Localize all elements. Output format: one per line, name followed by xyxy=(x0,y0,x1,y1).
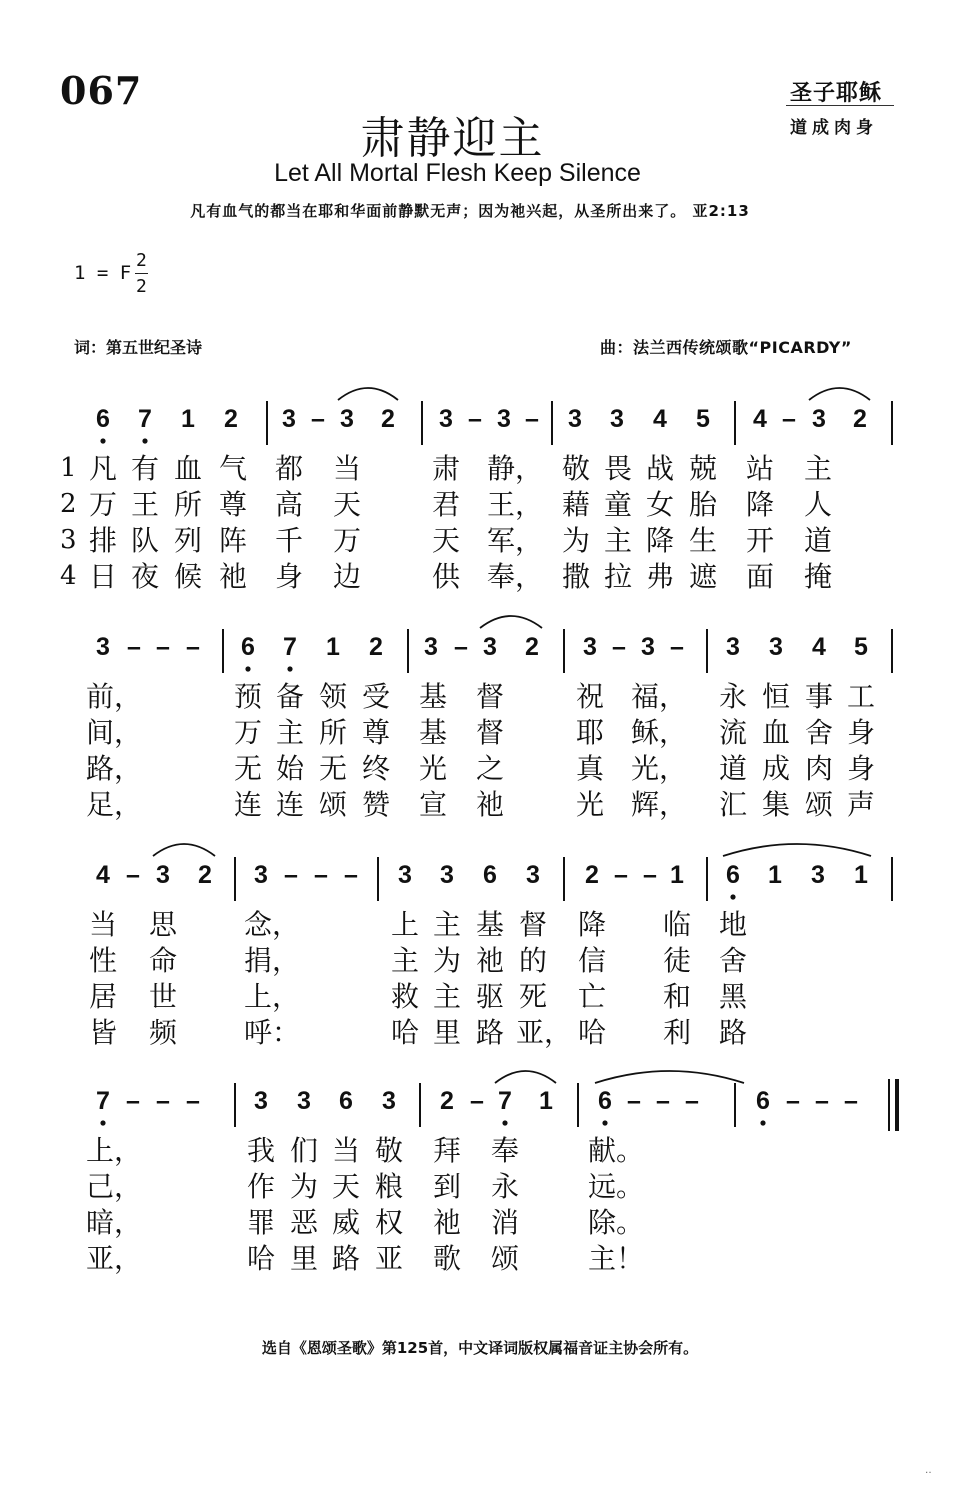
lyric-syllable: 救 xyxy=(390,980,419,1013)
key-signature: 1 = F xyxy=(74,262,132,284)
lyric-syllable: 临 xyxy=(662,908,691,941)
jianpu-note: 3 xyxy=(424,633,438,661)
jianpu-note: – xyxy=(786,1087,800,1115)
octave-dot xyxy=(100,1120,105,1125)
lyric-syllable: 路 xyxy=(475,1016,504,1049)
time-signature-bottom: 2 xyxy=(136,276,147,297)
lyric-syllable: 祂 xyxy=(432,1206,461,1239)
slur-arc xyxy=(595,1071,744,1083)
lyric-syllable: 所 xyxy=(173,488,202,521)
jianpu-note: 3 xyxy=(398,861,412,889)
jianpu-note: – xyxy=(815,1087,829,1115)
lyric-syllable: 弗 xyxy=(645,560,674,593)
lyric-syllable: 光 xyxy=(575,788,604,821)
lyric-syllable: 队 xyxy=(130,524,159,557)
lyric-syllable: 肉 xyxy=(804,752,833,785)
lyric-syllable: 敬 xyxy=(374,1134,403,1167)
lyric-syllable: 舍 xyxy=(804,716,833,749)
lyric-syllable: 督 xyxy=(518,908,547,941)
lyric-syllable: 气 xyxy=(218,452,247,485)
lyric-syllable: 里 xyxy=(289,1242,318,1275)
lyric-syllable: 受 xyxy=(361,680,390,713)
lyric-syllable: 血 xyxy=(761,716,790,749)
lyric-syllable: 畏 xyxy=(603,452,632,485)
lyric-syllable: 当 xyxy=(332,452,361,485)
lyric-syllable: 督 xyxy=(475,716,504,749)
lyric-syllable: 基 xyxy=(418,716,447,749)
lyric-syllable: 供 xyxy=(431,560,460,593)
lyric-syllable: 罪 xyxy=(246,1206,275,1239)
jianpu-note: 4 xyxy=(812,633,826,661)
lyric-syllable: 童 xyxy=(603,488,632,521)
lyric-syllable: 频 xyxy=(148,1016,177,1049)
lyric-syllable: 天 xyxy=(431,524,460,557)
lyric-syllable: 赞 xyxy=(361,788,390,821)
jianpu-note: 3 xyxy=(497,405,511,433)
octave-dot xyxy=(142,438,147,443)
jianpu-note: – xyxy=(627,1087,641,1115)
scripture-quote: 凡有血气的都当在耶和华面前静默无声；因为祂兴起，从圣所出来了。 亚2:13 xyxy=(190,202,750,220)
lyric-syllable: 主 xyxy=(432,980,461,1013)
jianpu-note: 3 xyxy=(811,861,825,889)
lyric-syllable: 徒 xyxy=(662,944,691,977)
jianpu-note: 3 xyxy=(726,633,740,661)
jianpu-note: 3 xyxy=(382,1087,396,1115)
jianpu-note: 4 xyxy=(96,861,110,889)
lyric-syllable: 基 xyxy=(418,680,447,713)
lyric-syllable: 王， xyxy=(487,488,544,521)
lyric-syllable: 祂 xyxy=(475,788,504,821)
lyric-syllable: 粮 xyxy=(374,1170,403,1203)
jianpu-note: – xyxy=(844,1087,858,1115)
jianpu-note: 3 xyxy=(440,861,454,889)
lyric-syllable: 候 xyxy=(173,560,202,593)
jianpu-note: – xyxy=(643,861,657,889)
lyric-syllable: 亚， xyxy=(516,1016,573,1049)
jianpu-note: – xyxy=(344,861,358,889)
lyric-syllable: 日 xyxy=(88,560,117,593)
lyric-syllable: 遮 xyxy=(688,560,717,593)
lyric-syllable: 肃 xyxy=(431,452,460,485)
lyric-syllable: 颂 xyxy=(318,788,347,821)
jianpu-note: 6 xyxy=(726,861,740,889)
jianpu-note: 2 xyxy=(853,405,867,433)
lyric-syllable: 万 xyxy=(88,488,117,521)
lyric-syllable: 亚， xyxy=(86,1242,143,1275)
jianpu-note: – xyxy=(156,633,170,661)
jianpu-note: 1 xyxy=(854,861,868,889)
lyric-syllable: 面 xyxy=(745,560,774,593)
jianpu-note: 2 xyxy=(198,861,212,889)
time-signature-top: 2 xyxy=(136,250,147,271)
lyric-syllable: 尊 xyxy=(361,716,390,749)
lyric-syllable: 为 xyxy=(432,944,461,977)
lyric-syllable: 领 xyxy=(318,680,347,713)
lyric-syllable: 血 xyxy=(173,452,202,485)
lyric-syllable: 恒 xyxy=(761,680,790,713)
jianpu-note: 1 xyxy=(768,861,782,889)
composer-credit: 曲：法兰西传统颂歌“PICARDY” xyxy=(600,338,852,357)
octave-dot xyxy=(100,438,105,443)
lyric-syllable: 主 xyxy=(275,716,304,749)
lyric-syllable: 天 xyxy=(331,1170,360,1203)
lyric-syllable: 恶 xyxy=(289,1206,318,1239)
lyric-syllable: 光 xyxy=(418,752,447,785)
lyric-syllable: 流 xyxy=(718,716,747,749)
copyright-footer: 选自《恩颂圣歌》第125首，中文译词版权属福音证主协会所有。 xyxy=(261,1339,699,1357)
lyric-syllable: 世 xyxy=(148,980,177,1013)
lyric-syllable: 生 xyxy=(688,524,717,557)
jianpu-note: 5 xyxy=(696,405,710,433)
lyric-syllable: 和 xyxy=(662,980,691,1013)
verse-number: 3 xyxy=(60,525,77,555)
lyric-syllable: 万 xyxy=(233,716,262,749)
lyric-syllable: 降 xyxy=(745,488,774,521)
lyric-syllable: 拜 xyxy=(432,1134,461,1167)
lyric-syllable: 歌 xyxy=(432,1242,461,1275)
lyric-syllable: 们 xyxy=(289,1134,318,1167)
jianpu-note: – xyxy=(126,1087,140,1115)
slur-arc xyxy=(338,388,398,400)
lyric-syllable: 消 xyxy=(490,1206,519,1239)
lyric-syllable: 站 xyxy=(745,452,774,485)
lyric-syllable: 信 xyxy=(577,944,606,977)
jianpu-note: 6 xyxy=(96,405,110,433)
lyric-syllable: 驱 xyxy=(475,980,504,1013)
lyric-syllable: 高 xyxy=(274,488,303,521)
jianpu-note: – xyxy=(186,633,200,661)
jianpu-note: 3 xyxy=(156,861,170,889)
lyric-syllable: 光， xyxy=(631,752,688,785)
lyric-syllable: 利 xyxy=(662,1016,691,1049)
category-label: 圣子耶稣 xyxy=(790,80,883,106)
lyric-syllable: 当 xyxy=(88,908,117,941)
lyric-syllable: 阵 xyxy=(218,524,247,557)
jianpu-note: 6 xyxy=(756,1087,770,1115)
jianpu-note: 1 xyxy=(181,405,195,433)
lyric-syllable: 宣 xyxy=(418,788,447,821)
jianpu-note: 3 xyxy=(526,861,540,889)
lyric-syllable: 远。 xyxy=(588,1170,645,1203)
jianpu-note: 1 xyxy=(670,861,684,889)
lyric-syllable: 祂 xyxy=(218,560,247,593)
verse-number: 2 xyxy=(60,489,77,519)
lyric-syllable: 除。 xyxy=(588,1206,645,1239)
lyric-syllable: 尊 xyxy=(218,488,247,521)
lyric-syllable: 身 xyxy=(846,752,875,785)
jianpu-note: – xyxy=(656,1087,670,1115)
jianpu-note: 3 xyxy=(583,633,597,661)
jianpu-note: 2 xyxy=(224,405,238,433)
jianpu-note: 3 xyxy=(340,405,354,433)
lyric-syllable: 捐， xyxy=(244,944,301,977)
lyric-syllable: 路 xyxy=(331,1242,360,1275)
lyric-syllable: 胎 xyxy=(688,488,717,521)
hymn-title-chinese: 肃静迎主 xyxy=(360,113,545,164)
jianpu-note: 2 xyxy=(525,633,539,661)
lyric-syllable: 兢 xyxy=(688,452,717,485)
lyric-syllable: 我 xyxy=(246,1134,275,1167)
jianpu-note: 3 xyxy=(641,633,655,661)
lyric-syllable: 辉， xyxy=(631,788,688,821)
lyric-syllable: 道 xyxy=(803,524,832,557)
lyric-syllable: 上 xyxy=(390,908,419,941)
lyric-syllable: 万 xyxy=(332,524,361,557)
lyric-syllable: 备 xyxy=(275,680,304,713)
lyric-syllable: 哈 xyxy=(390,1016,419,1049)
lyric-syllable: 永 xyxy=(718,680,747,713)
jianpu-note: – xyxy=(311,405,325,433)
jianpu-note: – xyxy=(525,405,539,433)
lyric-syllable: 祝 xyxy=(575,680,604,713)
lyric-syllable: 夜 xyxy=(130,560,159,593)
lyric-syllable: 永 xyxy=(490,1170,519,1203)
lyric-syllable: 藉 xyxy=(561,488,590,521)
lyric-syllable: 排 xyxy=(88,524,117,557)
lyric-syllable: 福， xyxy=(631,680,688,713)
lyric-syllable: 千 xyxy=(274,524,303,557)
slur-arc xyxy=(495,1071,556,1083)
lyric-syllable: 成 xyxy=(761,752,790,785)
lyric-syllable: 主！ xyxy=(588,1242,645,1275)
lyric-syllable: 无 xyxy=(233,752,262,785)
hymn-title-english: Let All Mortal Flesh Keep Silence xyxy=(274,159,641,187)
jianpu-note: 3 xyxy=(568,405,582,433)
lyric-syllable: 奉， xyxy=(487,560,544,593)
slur-arc xyxy=(480,616,542,628)
octave-dot xyxy=(602,1120,607,1125)
jianpu-note: – xyxy=(614,861,628,889)
jianpu-note: 4 xyxy=(753,405,767,433)
lyric-syllable: 为 xyxy=(561,524,590,557)
octave-dot xyxy=(245,666,250,671)
lyric-syllable: 无 xyxy=(318,752,347,785)
lyric-syllable: 性 xyxy=(88,944,117,977)
jianpu-note: 3 xyxy=(96,633,110,661)
jianpu-note: 7 xyxy=(498,1087,512,1115)
jianpu-note: 3 xyxy=(812,405,826,433)
lyric-syllable: 为 xyxy=(289,1170,318,1203)
lyric-syllable: 居 xyxy=(88,980,117,1013)
octave-dot xyxy=(760,1120,765,1125)
lyric-syllable: 道 xyxy=(718,752,747,785)
octave-dot xyxy=(502,1120,507,1125)
lyric-syllable: 暗， xyxy=(86,1206,143,1239)
lyric-syllable: 颂 xyxy=(490,1242,519,1275)
lyric-syllable: 作 xyxy=(246,1170,275,1203)
lyric-syllable: 降 xyxy=(577,908,606,941)
jianpu-note: 5 xyxy=(854,633,868,661)
lyric-syllable: 威 xyxy=(331,1206,360,1239)
lyric-syllable: 主 xyxy=(390,944,419,977)
jianpu-note: – xyxy=(468,405,482,433)
lyric-syllable: 声 xyxy=(846,788,875,821)
slur-arc xyxy=(153,844,215,856)
lyric-syllable: 黑 xyxy=(718,980,747,1013)
corner-mark: ‥ xyxy=(925,1465,932,1476)
octave-dot xyxy=(730,894,735,899)
jianpu-note: – xyxy=(685,1087,699,1115)
lyric-syllable: 主 xyxy=(803,452,832,485)
lyric-syllable: 连 xyxy=(233,788,262,821)
slur-arc xyxy=(809,388,870,400)
lyric-syllable: 上， xyxy=(244,980,301,1013)
lyric-syllable: 连 xyxy=(275,788,304,821)
jianpu-note: 2 xyxy=(381,405,395,433)
lyric-syllable: 己， xyxy=(86,1170,143,1203)
jianpu-note: 7 xyxy=(138,405,152,433)
lyric-syllable: 权 xyxy=(374,1206,403,1239)
jianpu-note: 2 xyxy=(440,1087,454,1115)
lyric-syllable: 呼： xyxy=(244,1016,301,1049)
lyric-syllable: 思 xyxy=(148,908,177,941)
lyric-syllable: 拉 xyxy=(603,560,632,593)
jianpu-note: 7 xyxy=(96,1087,110,1115)
lyric-syllable: 预 xyxy=(233,680,262,713)
lyric-syllable: 天 xyxy=(332,488,361,521)
jianpu-note: 2 xyxy=(585,861,599,889)
lyric-syllable: 哈 xyxy=(246,1242,275,1275)
lyric-syllable: 献。 xyxy=(588,1134,645,1167)
hymn-number: 067 xyxy=(60,68,143,113)
lyric-syllable: 督 xyxy=(475,680,504,713)
lyric-syllable: 凡 xyxy=(88,452,117,485)
lyric-syllable: 里 xyxy=(432,1016,461,1049)
lyric-syllable: 皆 xyxy=(88,1016,117,1049)
lyric-syllable: 身 xyxy=(846,716,875,749)
lyric-syllable: 亡 xyxy=(577,980,606,1013)
jianpu-note: 6 xyxy=(339,1087,353,1115)
lyric-syllable: 战 xyxy=(645,452,674,485)
lyric-syllable: 开 xyxy=(745,524,774,557)
lyric-syllable: 主 xyxy=(603,524,632,557)
lyric-syllable: 上， xyxy=(86,1134,143,1167)
jianpu-note: – xyxy=(284,861,298,889)
jianpu-note: 4 xyxy=(653,405,667,433)
lyric-syllable: 哈 xyxy=(577,1016,606,1049)
jianpu-note: 6 xyxy=(241,633,255,661)
jianpu-note: – xyxy=(782,405,796,433)
jianpu-note: – xyxy=(126,861,140,889)
jianpu-note: – xyxy=(186,1087,200,1115)
jianpu-note: – xyxy=(670,633,684,661)
lyric-syllable: 静， xyxy=(487,452,544,485)
jianpu-note: – xyxy=(612,633,626,661)
lyric-syllable: 到 xyxy=(432,1170,461,1203)
verse-number: 1 xyxy=(60,453,77,483)
lyric-syllable: 主 xyxy=(432,908,461,941)
lyric-syllable: 集 xyxy=(761,788,790,821)
lyricist-credit: 词：第五世纪圣诗 xyxy=(74,338,203,357)
jianpu-note: 3 xyxy=(769,633,783,661)
lyric-syllable: 舍 xyxy=(718,944,747,977)
jianpu-note: 6 xyxy=(598,1087,612,1115)
lyric-syllable: 始 xyxy=(275,752,304,785)
jianpu-note: 3 xyxy=(282,405,296,433)
lyric-syllable: 间， xyxy=(86,716,143,749)
jianpu-note: 1 xyxy=(326,633,340,661)
jianpu-note: 3 xyxy=(297,1087,311,1115)
lyric-syllable: 当 xyxy=(331,1134,360,1167)
jianpu-note: 7 xyxy=(283,633,297,661)
lyric-syllable: 稣， xyxy=(631,716,688,749)
lyric-syllable: 君 xyxy=(431,488,460,521)
lyric-syllable: 祂 xyxy=(475,944,504,977)
jianpu-note: – xyxy=(314,861,328,889)
jianpu-note: 3 xyxy=(483,633,497,661)
jianpu-note: – xyxy=(454,633,468,661)
lyric-syllable: 耶 xyxy=(575,716,604,749)
lyric-syllable: 之 xyxy=(475,752,504,785)
lyric-syllable: 身 xyxy=(274,560,303,593)
jianpu-note: – xyxy=(127,633,141,661)
lyric-syllable: 前， xyxy=(86,680,143,713)
lyric-syllable: 有 xyxy=(130,452,159,485)
lyric-syllable: 事 xyxy=(804,680,833,713)
lyric-syllable: 奉 xyxy=(490,1134,519,1167)
lyric-syllable: 汇 xyxy=(718,788,747,821)
lyric-syllable: 王 xyxy=(130,488,159,521)
slur-arc xyxy=(723,844,871,856)
lyric-syllable: 颂 xyxy=(804,788,833,821)
jianpu-note: 3 xyxy=(439,405,453,433)
jianpu-note: 1 xyxy=(539,1087,553,1115)
jianpu-note: – xyxy=(470,1087,484,1115)
lyric-syllable: 掩 xyxy=(803,560,832,593)
lyric-syllable: 工 xyxy=(846,680,875,713)
lyric-syllable: 女 xyxy=(645,488,674,521)
lyric-syllable: 命 xyxy=(148,944,177,977)
lyric-syllable: 撒 xyxy=(561,560,590,593)
lyric-syllable: 基 xyxy=(475,908,504,941)
lyric-syllable: 真 xyxy=(575,752,604,785)
lyric-syllable: 都 xyxy=(274,452,303,485)
lyric-syllable: 亚 xyxy=(374,1242,403,1275)
lyric-syllable: 死 xyxy=(518,980,547,1013)
lyric-syllable: 足， xyxy=(86,788,143,821)
jianpu-note: 3 xyxy=(254,1087,268,1115)
jianpu-note: – xyxy=(156,1087,170,1115)
jianpu-note: 3 xyxy=(254,861,268,889)
lyric-syllable: 路 xyxy=(718,1016,747,1049)
octave-dot xyxy=(287,666,292,671)
lyric-syllable: 边 xyxy=(332,560,361,593)
lyric-syllable: 敬 xyxy=(561,452,590,485)
subcategory-label: 道成肉身 xyxy=(790,118,878,138)
lyric-syllable: 路， xyxy=(86,752,143,785)
lyric-syllable: 地 xyxy=(718,908,747,941)
jianpu-note: 2 xyxy=(369,633,383,661)
lyric-syllable: 念， xyxy=(244,908,301,941)
jianpu-note: 3 xyxy=(610,405,624,433)
jianpu-note: 6 xyxy=(483,861,497,889)
lyric-syllable: 降 xyxy=(645,524,674,557)
lyric-syllable: 的 xyxy=(518,944,547,977)
lyric-syllable: 终 xyxy=(361,752,390,785)
lyric-syllable: 所 xyxy=(318,716,347,749)
lyric-syllable: 军， xyxy=(487,524,544,557)
lyric-syllable: 列 xyxy=(173,524,202,557)
verse-number: 4 xyxy=(60,561,77,591)
lyric-syllable: 人 xyxy=(803,488,832,521)
